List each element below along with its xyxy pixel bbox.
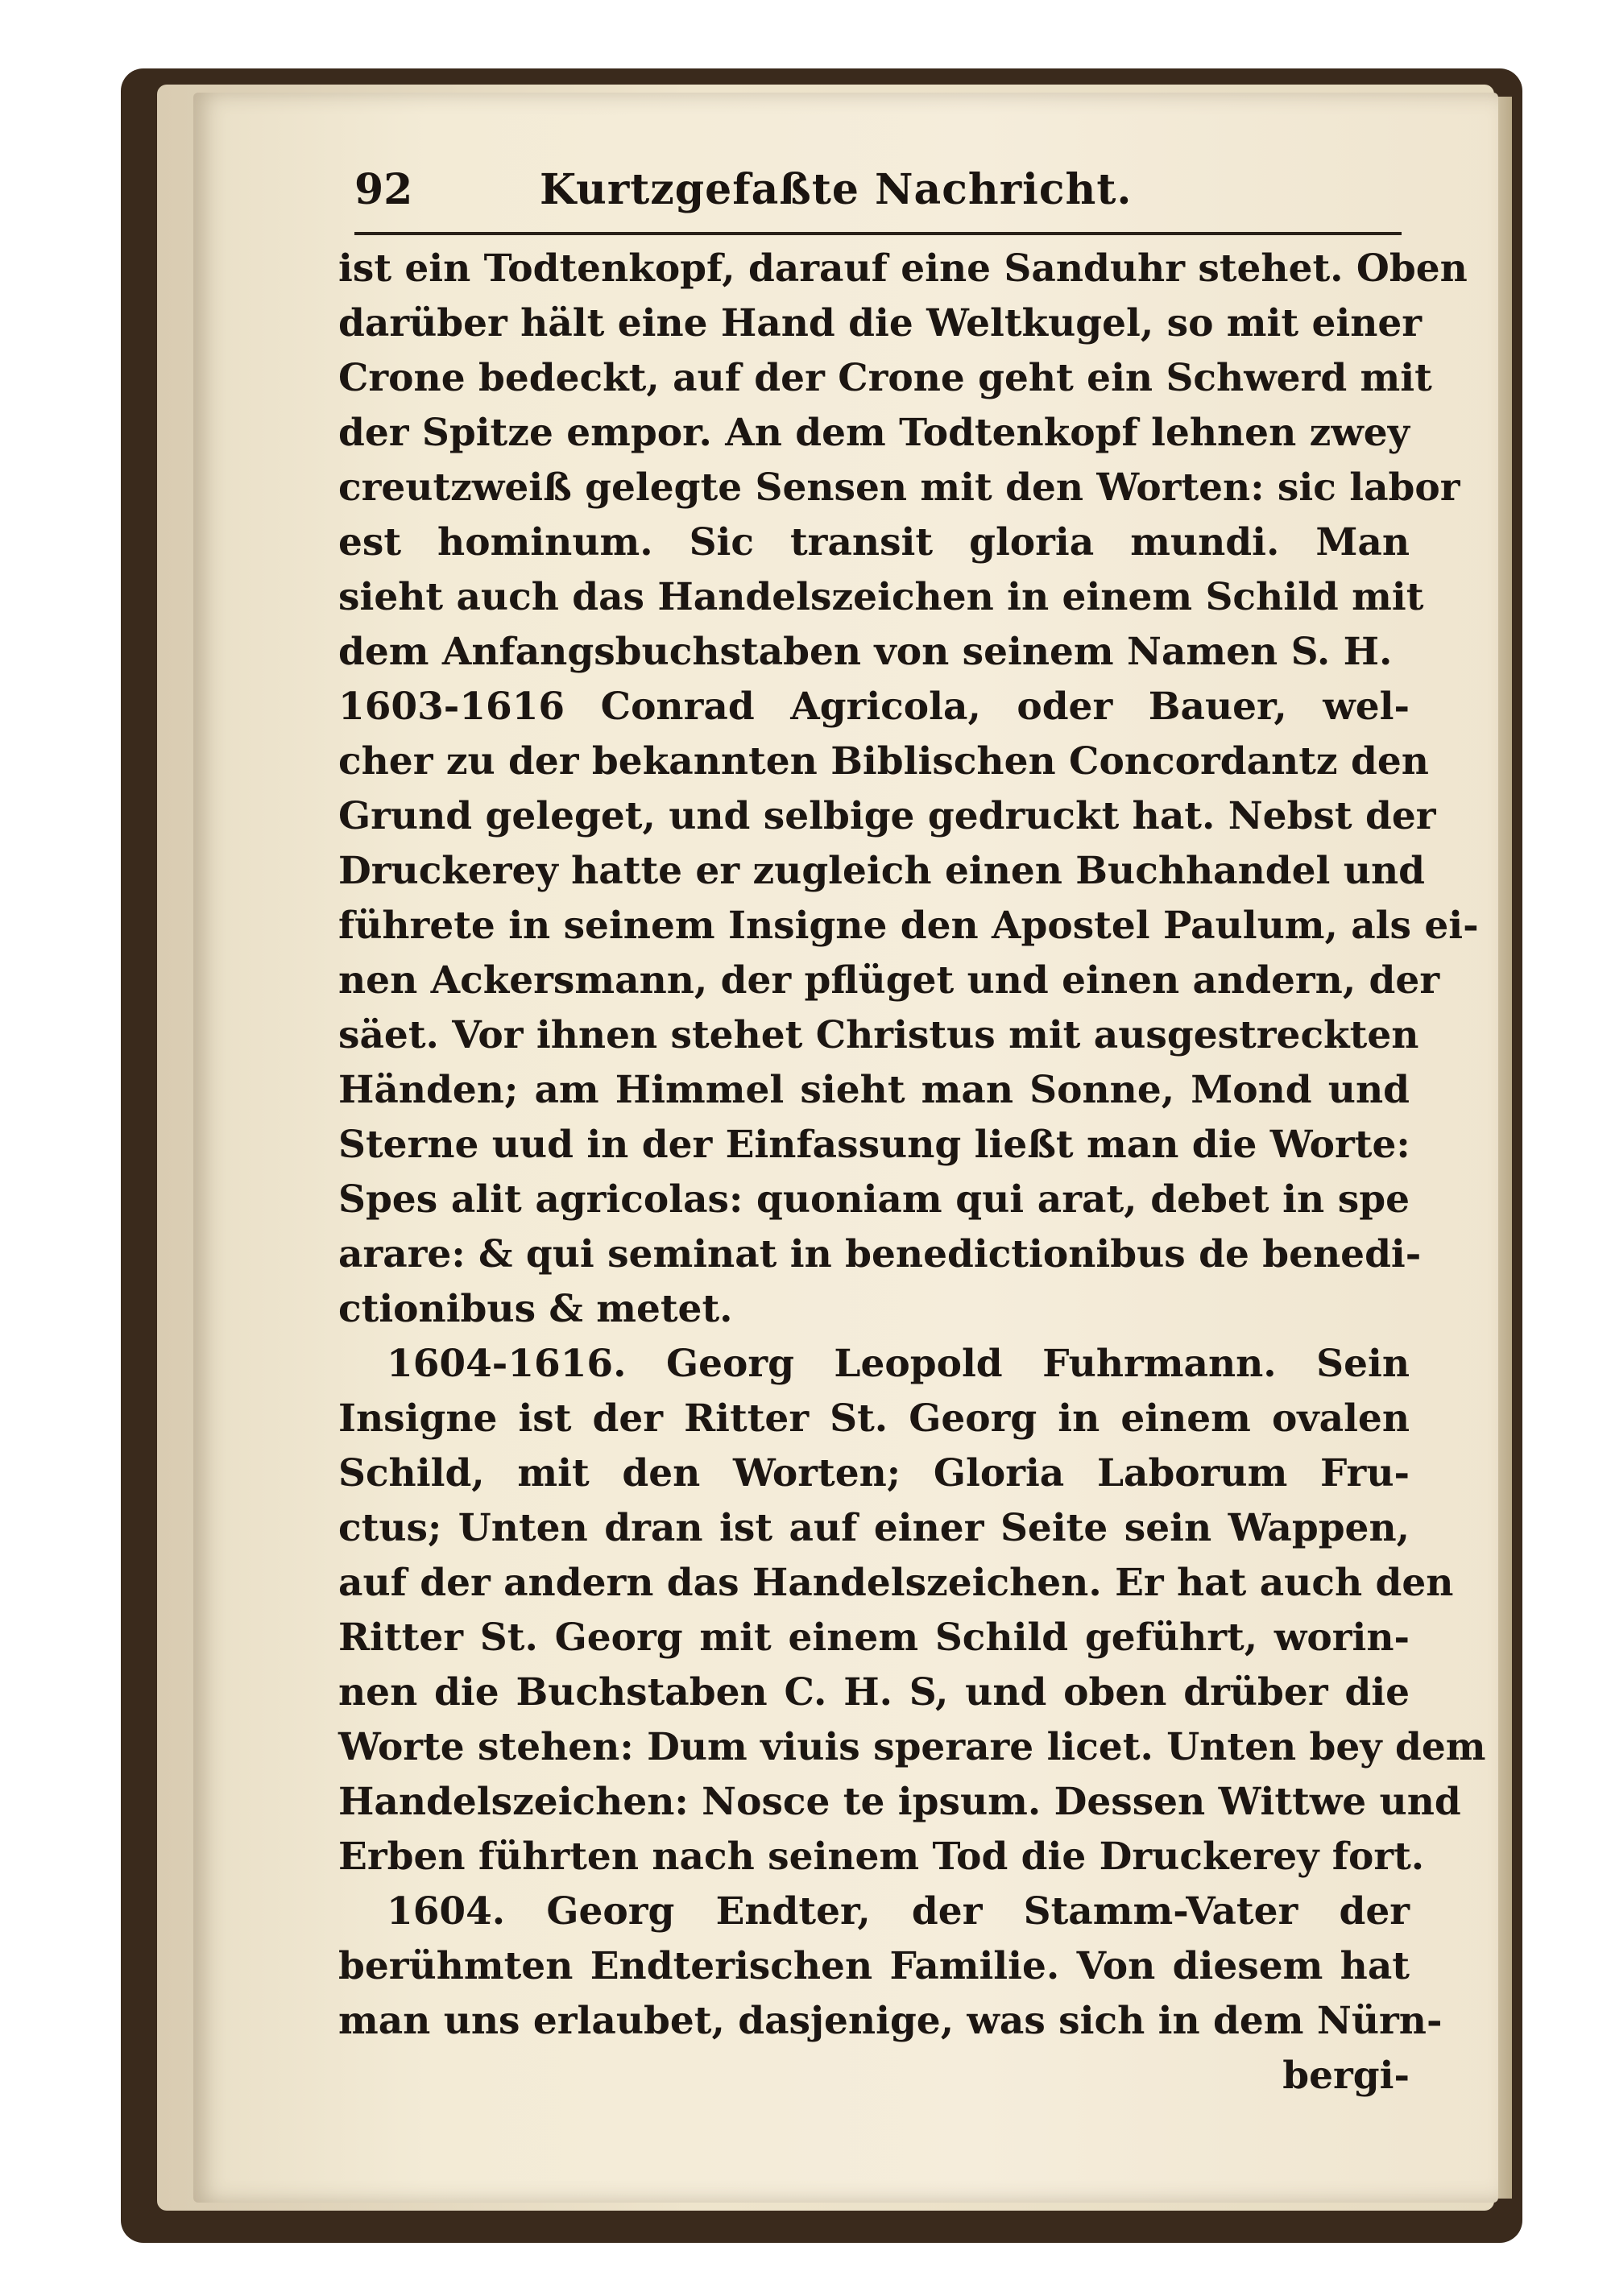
running-title: Kurtzgefaßte Nachricht. <box>540 165 1133 214</box>
text-line: Worte stehen: Dum viuis sperare licet. Unten bey dem <box>338 1725 1486 1769</box>
text-line: sieht auch das Handelszeichen in einem Schild mit <box>338 575 1424 619</box>
body-text <box>338 242 1486 2104</box>
text-line: Ritter St. Georg mit einem Schild geführt, worin- <box>338 1615 1410 1660</box>
text-line: Erben führten nach seinem Tod die Druckerey fort. <box>338 1835 1425 1879</box>
text-line: berühmten Endterischen Familie. Von diesem hat <box>338 1944 1410 1988</box>
text-line: ist ein Todtenkopf, darauf eine Sanduhr stehet. Oben <box>338 246 1468 291</box>
text-line: ctus; Unten dran ist auf einer Seite sein Wappen, <box>338 1506 1410 1550</box>
text-line: 1604-1616. Georg Leopold Fuhrmann. Sein <box>387 1342 1410 1386</box>
text-line: führete in seinem Insigne den Apostel Paulum, als ei- <box>338 904 1479 948</box>
text-line: 1604. Georg Endter, der Stamm-Vater der <box>387 1889 1410 1934</box>
text-line: der Spitze empor. An dem Todtenkopf lehnen zwey <box>338 411 1410 455</box>
text-line: darüber hält eine Hand die Weltkugel, so mit einer <box>338 301 1423 345</box>
text-line: man uns erlaubet, dasjenige, was sich in dem Nürn- <box>338 1999 1443 2043</box>
text-line: auf der andern das Handelszeichen. Er hat auch den <box>338 1561 1454 1605</box>
header-rule <box>354 232 1402 235</box>
text-line: Händen; am Himmel sieht man Sonne, Mond und <box>338 1068 1410 1112</box>
text-line: Schild, mit den Worten; Gloria Laborum Fru- <box>338 1451 1410 1496</box>
text-line: säet. Vor ihnen stehet Christus mit ausgestreckten <box>338 1013 1419 1057</box>
text-line: Handelszeichen: Nosce te ipsum. Dessen Wittwe und <box>338 1780 1461 1824</box>
text-line: 1603-1616 Conrad Agricola, oder Bauer, wel- <box>338 685 1410 729</box>
text-line: Sterne uud in der Einfassung ließt man die Worte: <box>338 1123 1410 1167</box>
page-number: 92 <box>354 165 413 214</box>
text-line: est hominum. Sic transit gloria mundi. Man <box>338 520 1410 565</box>
text-line: cher zu der bekannten Biblischen Concordantz den <box>338 739 1429 784</box>
text-line: ctionibus & metet. <box>338 1287 733 1331</box>
text-line: Insigne ist der Ritter St. Georg in einem ovalen <box>338 1396 1410 1441</box>
text-line: Crone bedeckt, auf der Crone geht ein Schwerd mit <box>338 356 1432 400</box>
text-line: Grund geleget, und selbige gedruckt hat. Nebst der <box>338 794 1436 838</box>
text-line: dem Anfangsbuchstaben von seinem Namen S. H. <box>338 630 1393 674</box>
catchword: bergi- <box>1282 2054 1410 2098</box>
text-line: Druckerey hatte er zugleich einen Buchhandel und <box>338 849 1425 893</box>
text-line: Spes alit agricolas: quoniam qui arat, debet in spe <box>338 1177 1410 1222</box>
text-line: nen die Buchstaben C. H. S, und oben drüber die <box>338 1670 1410 1715</box>
text-line: creutzweiß gelegte Sensen mit den Worten: sic labor <box>338 465 1460 510</box>
page-header <box>354 165 1402 230</box>
text-line: arare: & qui seminat in benedictionibus de benedi- <box>338 1232 1422 1276</box>
text-line: nen Ackersmann, der pflüget und einen andern, der <box>338 958 1440 1003</box>
